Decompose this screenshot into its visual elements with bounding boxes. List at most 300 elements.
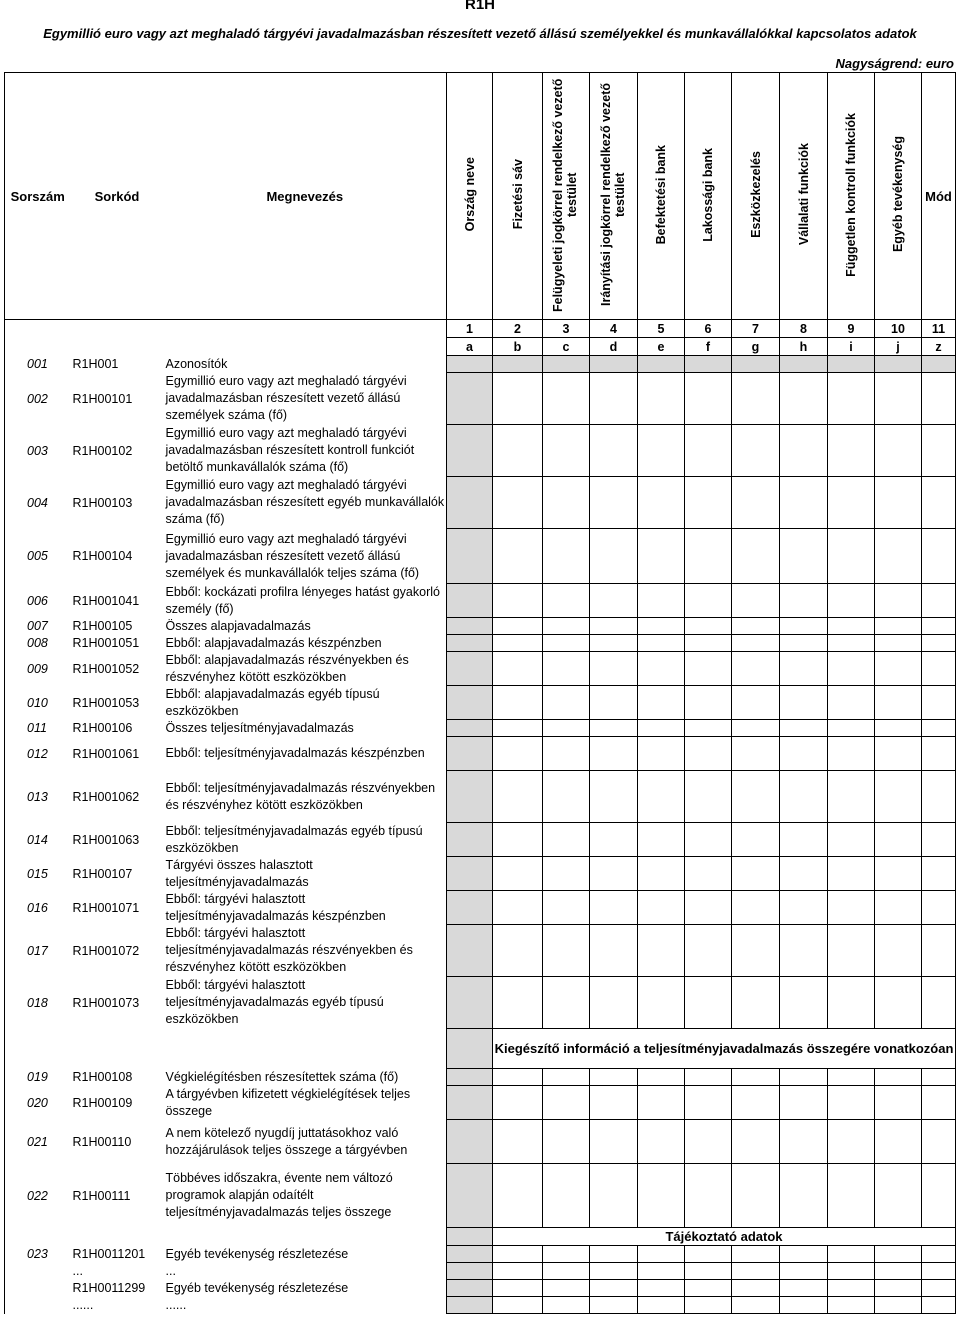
cell-7[interactable] [732,635,780,652]
cell-11[interactable] [922,823,956,857]
row-sorszam: 012 [5,737,71,771]
cell-9 [828,356,875,373]
cell-10[interactable] [875,1120,922,1164]
table-row [5,720,956,737]
cell-3[interactable] [543,373,590,425]
cell-2[interactable] [493,857,543,891]
cell-10[interactable] [875,477,922,529]
cell-2[interactable] [493,823,543,857]
cell-3[interactable] [543,1246,590,1263]
cell-9[interactable] [828,1263,875,1280]
cell-2[interactable] [493,977,543,1029]
cell-4[interactable] [590,477,638,529]
cell-11[interactable] [922,720,956,737]
cell-5[interactable] [638,1086,685,1120]
cell-5[interactable] [638,1263,685,1280]
cell-9[interactable] [828,720,875,737]
cell-2[interactable] [493,425,543,477]
row-sorkod: R1H0011299 [72,1281,146,1295]
cell-2[interactable] [493,373,543,425]
cell-6[interactable] [685,1246,732,1263]
cell-6[interactable] [685,977,732,1029]
cell-3[interactable] [543,635,590,652]
cell-9[interactable] [828,686,875,720]
cell-8[interactable] [780,823,828,857]
cell-11[interactable] [922,686,956,720]
cell-3[interactable] [543,891,590,925]
row-megnevezes: Ebből: alapjavadalmazás készpénzben [164,635,447,652]
cell-5[interactable] [638,977,685,1029]
cell-11[interactable] [922,891,956,925]
cell-7[interactable] [732,652,780,686]
cell-7[interactable] [732,618,780,635]
cell-8[interactable] [780,373,828,425]
cell-5[interactable] [638,1120,685,1164]
cell-4[interactable] [590,857,638,891]
cell-5[interactable] [638,737,685,771]
cell-8[interactable] [780,1069,828,1086]
cell-11[interactable] [922,857,956,891]
cell-8[interactable] [780,1263,828,1280]
cell-6[interactable] [685,1280,732,1297]
cell-7[interactable] [732,1164,780,1228]
cell-5[interactable] [638,652,685,686]
cell-8[interactable] [780,1164,828,1228]
cell-10[interactable] [875,857,922,891]
cell-8[interactable] [780,771,828,823]
cell-4[interactable] [590,373,638,425]
cell-10[interactable] [875,1246,922,1263]
cell-11[interactable] [922,635,956,652]
cell-4[interactable] [590,977,638,1029]
cell-7[interactable] [732,373,780,425]
cell-9[interactable] [828,1086,875,1120]
cell-10[interactable] [875,373,922,425]
cell-7[interactable] [732,823,780,857]
cell-10[interactable] [875,891,922,925]
cell-3[interactable] [543,771,590,823]
cell-11[interactable] [922,584,956,618]
cell-10[interactable] [875,720,922,737]
cell-3[interactable] [543,977,590,1029]
cell-10[interactable] [875,529,922,584]
cell-2[interactable] [493,1246,543,1263]
cell-9[interactable] [828,737,875,771]
cell-4[interactable] [590,720,638,737]
cell-7[interactable] [732,857,780,891]
cell-3[interactable] [543,686,590,720]
cell-7[interactable] [732,891,780,925]
cell-10[interactable] [875,652,922,686]
cell-10[interactable] [875,823,922,857]
cell-8[interactable] [780,977,828,1029]
cell-2[interactable] [493,1297,543,1314]
row-sorkod: R1H001052 [72,661,140,676]
row-sorszam: 017 [5,925,71,977]
cell-8[interactable] [780,925,828,977]
cell-4[interactable] [590,737,638,771]
row-megnevezes: Egymillió euro vagy azt meghaladó tárgyévi javadalmazásban részesített egyéb munkavállalók száma (fő) [164,477,447,529]
cell-10[interactable] [875,1280,922,1297]
row-sorszam: 009 [5,652,71,686]
table-row [5,584,956,618]
cell-4[interactable] [590,925,638,977]
cell-6[interactable] [685,584,732,618]
column-number-row [5,320,956,338]
row-sorkod: R1H00108 [72,1070,133,1084]
cell-8[interactable] [780,737,828,771]
cell-2[interactable] [493,686,543,720]
cell-4[interactable] [590,652,638,686]
cell-5[interactable] [638,584,685,618]
cell-2[interactable] [493,635,543,652]
cell-2[interactable] [493,737,543,771]
cell-11[interactable] [922,1297,956,1314]
cell-5[interactable] [638,529,685,584]
cell-10[interactable] [875,925,922,977]
cell-6[interactable] [685,635,732,652]
cell-11 [922,356,956,373]
col-header-10-label: Egyéb tevékenység [891,136,905,253]
cell-7[interactable] [732,1246,780,1263]
cell-2[interactable] [493,891,543,925]
cell-6[interactable] [685,618,732,635]
cell-4[interactable] [590,635,638,652]
cell-4[interactable] [590,584,638,618]
cell-7[interactable] [732,686,780,720]
cell-7[interactable] [732,477,780,529]
col-number-3: 3 [543,320,590,338]
cell-4[interactable] [590,1164,638,1228]
cell-6[interactable] [685,771,732,823]
cell-3[interactable] [543,1069,590,1086]
cell-11[interactable] [922,1263,956,1280]
cell-3[interactable] [543,1263,590,1280]
cell-6[interactable] [685,1120,732,1164]
cell-4[interactable] [590,891,638,925]
cell-4[interactable] [590,1297,638,1314]
cell-9[interactable] [828,977,875,1029]
cell-4[interactable] [590,425,638,477]
cell-11[interactable] [922,925,956,977]
cell-2[interactable] [493,1069,543,1086]
cell-5[interactable] [638,1280,685,1297]
cell-5[interactable] [638,635,685,652]
cell-4[interactable] [590,1086,638,1120]
cell-7[interactable] [732,771,780,823]
row-megnevezes: Azonosítók [164,356,447,373]
cell-6[interactable] [685,857,732,891]
cell-7[interactable] [732,925,780,977]
cell-1 [447,425,493,477]
cell-3[interactable] [543,1297,590,1314]
cell-4[interactable] [590,1280,638,1297]
cell-1 [447,1086,493,1120]
cell-2[interactable] [493,584,543,618]
cell-9[interactable] [828,373,875,425]
cell-3 [543,356,590,373]
cell-11[interactable] [922,977,956,1029]
cell-6[interactable] [685,373,732,425]
cell-3[interactable] [543,720,590,737]
cell-5[interactable] [638,771,685,823]
cell-6[interactable] [685,1263,732,1280]
cell-7[interactable] [732,1086,780,1120]
cell-2[interactable] [493,1263,543,1280]
cell-5[interactable] [638,618,685,635]
cell-9[interactable] [828,823,875,857]
cell-9[interactable] [828,652,875,686]
cell-5[interactable] [638,1297,685,1314]
cell-6[interactable] [685,686,732,720]
cell-3[interactable] [543,925,590,977]
cell-7[interactable] [732,425,780,477]
cell-4[interactable] [590,1263,638,1280]
cell-7[interactable] [732,529,780,584]
cell-9[interactable] [828,1120,875,1164]
row-sorkod: R1H00103 [72,495,133,510]
col-letter-3: c [543,338,590,356]
row-sorszam: 020 [5,1086,71,1120]
cell-3[interactable] [543,652,590,686]
cell-2[interactable] [493,925,543,977]
cell-11[interactable] [922,771,956,823]
cell-6[interactable] [685,1069,732,1086]
cell-5[interactable] [638,425,685,477]
cell-8[interactable] [780,720,828,737]
cell-11[interactable] [922,1120,956,1164]
cell-3[interactable] [543,857,590,891]
cell-9[interactable] [828,1280,875,1297]
cell-8[interactable] [780,1280,828,1297]
cell-11[interactable] [922,529,956,584]
cell-8[interactable] [780,1297,828,1314]
cell-2[interactable] [493,477,543,529]
cell-7[interactable] [732,1297,780,1314]
cell-8[interactable] [780,635,828,652]
cell-8[interactable] [780,1120,828,1164]
cell-6[interactable] [685,720,732,737]
col-header-megnevezes: Megnevezés [164,73,447,320]
cell-5[interactable] [638,1069,685,1086]
row-sorkod: R1H00109 [72,1095,133,1110]
cell-7[interactable] [732,584,780,618]
col-header-1-label: Ország neve [462,157,477,232]
cell-9[interactable] [828,529,875,584]
cell-4[interactable] [590,686,638,720]
table-row [5,425,956,477]
cell-7[interactable] [732,1263,780,1280]
cell-9[interactable] [828,1164,875,1228]
cell-8[interactable] [780,857,828,891]
cell-3[interactable] [543,618,590,635]
cell-6[interactable] [685,1297,732,1314]
cell-11[interactable] [922,1069,956,1086]
cell-4[interactable] [590,1069,638,1086]
row-sorszam: 004 [5,477,71,529]
cell-10[interactable] [875,686,922,720]
cell-11[interactable] [922,1164,956,1228]
cell-7[interactable] [732,977,780,1029]
cell-7[interactable] [732,720,780,737]
cell-5[interactable] [638,925,685,977]
cell-11[interactable] [922,737,956,771]
table-row [5,1164,956,1228]
cell-6[interactable] [685,425,732,477]
cell-3[interactable] [543,477,590,529]
cell-6[interactable] [685,891,732,925]
cell-11[interactable] [922,425,956,477]
cell-3[interactable] [543,1086,590,1120]
cell-8[interactable] [780,652,828,686]
cell-1 [447,686,493,720]
cell-9[interactable] [828,1069,875,1086]
cell-9[interactable] [828,477,875,529]
cell-8[interactable] [780,584,828,618]
cell-10[interactable] [875,737,922,771]
cell-8[interactable] [780,1086,828,1120]
cell-4[interactable] [590,1120,638,1164]
cell-3[interactable] [543,584,590,618]
cell-2[interactable] [493,1086,543,1120]
row-megnevezes: Ebből: teljesítményjavadalmazás részvényekben és részvényhez kötött eszközökben [164,771,447,823]
cell-2[interactable] [493,720,543,737]
cell-10[interactable] [875,1263,922,1280]
cell-3[interactable] [543,529,590,584]
row-sorkod: R1H001 [72,357,119,371]
cell-9[interactable] [828,584,875,618]
row-megnevezes: Egyéb tevékenység részletezése [164,1280,447,1297]
cell-10[interactable] [875,1297,922,1314]
cell-2[interactable] [493,652,543,686]
cell-3[interactable] [543,1280,590,1297]
cell-6[interactable] [685,1086,732,1120]
cell-8[interactable] [780,529,828,584]
cell-4[interactable] [590,618,638,635]
row-megnevezes: Ebből: tárgyévi halasztott teljesítményjavadalmazás készpénzben [164,891,447,925]
cell-5[interactable] [638,477,685,529]
cell-5[interactable] [638,891,685,925]
cell-7[interactable] [732,1120,780,1164]
cell-9[interactable] [828,891,875,925]
cell-2[interactable] [493,1164,543,1228]
cell-10[interactable] [875,618,922,635]
cell-9[interactable] [828,857,875,891]
cell-8[interactable] [780,891,828,925]
cell-6[interactable] [685,1164,732,1228]
col-number-8: 8 [780,320,828,338]
col-number-4: 4 [590,320,638,338]
cell-6[interactable] [685,652,732,686]
cell-11[interactable] [922,1086,956,1120]
cell-5[interactable] [638,373,685,425]
cell-10[interactable] [875,977,922,1029]
row-sorszam: 010 [5,686,71,720]
cell-8[interactable] [780,477,828,529]
cell-9[interactable] [828,618,875,635]
cell-5[interactable] [638,823,685,857]
cell-11[interactable] [922,373,956,425]
cell-3[interactable] [543,1120,590,1164]
row-sorkod: ...... [72,1298,94,1312]
cell-7[interactable] [732,737,780,771]
cell-9[interactable] [828,1246,875,1263]
row-megnevezes: ...... [164,1297,447,1314]
cell-5[interactable] [638,857,685,891]
cell-11[interactable] [922,477,956,529]
cell-6[interactable] [685,737,732,771]
cell-10[interactable] [875,584,922,618]
cell-7[interactable] [732,1280,780,1297]
cell-3[interactable] [543,737,590,771]
cell-8[interactable] [780,618,828,635]
cell-8[interactable] [780,686,828,720]
col-header-3-label: Felügyeleti jogkörrel rendelkező vezető testület [551,77,579,312]
cell-9[interactable] [828,1297,875,1314]
row-sorkod: R1H001073 [72,995,140,1010]
cell-11[interactable] [922,618,956,635]
cell-10 [875,356,922,373]
cell-2[interactable] [493,771,543,823]
cell-4[interactable] [590,1246,638,1263]
cell-3[interactable] [543,1164,590,1228]
cell-8[interactable] [780,1246,828,1263]
cell-8[interactable] [780,425,828,477]
cell-6[interactable] [685,477,732,529]
cell-10[interactable] [875,1069,922,1086]
row-megnevezes: Összes teljesítményjavadalmazás [164,720,447,737]
cell-6[interactable] [685,823,732,857]
row-sorkod: R1H00102 [72,443,133,458]
cell-4[interactable] [590,771,638,823]
cell-5[interactable] [638,1246,685,1263]
cell-6[interactable] [685,529,732,584]
cell-5[interactable] [638,1164,685,1228]
row-sorszam: 019 [5,1069,71,1086]
cell-10[interactable] [875,1086,922,1120]
cell-3[interactable] [543,425,590,477]
cell-3[interactable] [543,823,590,857]
cell-5[interactable] [638,686,685,720]
cell-2[interactable] [493,1120,543,1164]
cell-2[interactable] [493,1280,543,1297]
cell-5[interactable] [638,720,685,737]
table-row [5,977,956,1029]
cell-9[interactable] [828,925,875,977]
cell-9[interactable] [828,635,875,652]
cell-2[interactable] [493,618,543,635]
row-sorkod: R1H001061 [72,746,140,761]
cell-2[interactable] [493,529,543,584]
cell-11[interactable] [922,1246,956,1263]
cell-9[interactable] [828,771,875,823]
cell-10[interactable] [875,425,922,477]
cell-10[interactable] [875,635,922,652]
cell-6[interactable] [685,925,732,977]
cell-9[interactable] [828,425,875,477]
cell-11[interactable] [922,652,956,686]
cell-4[interactable] [590,529,638,584]
col-letter-6: f [685,338,732,356]
col-header-sorszam: Sorszám [5,73,71,320]
cell-10[interactable] [875,771,922,823]
row-sorszam: 006 [5,584,71,618]
col-letter-10: j [875,338,922,356]
cell-7[interactable] [732,1069,780,1086]
cell-4[interactable] [590,823,638,857]
cell-10[interactable] [875,1164,922,1228]
cell-11[interactable] [922,1280,956,1297]
